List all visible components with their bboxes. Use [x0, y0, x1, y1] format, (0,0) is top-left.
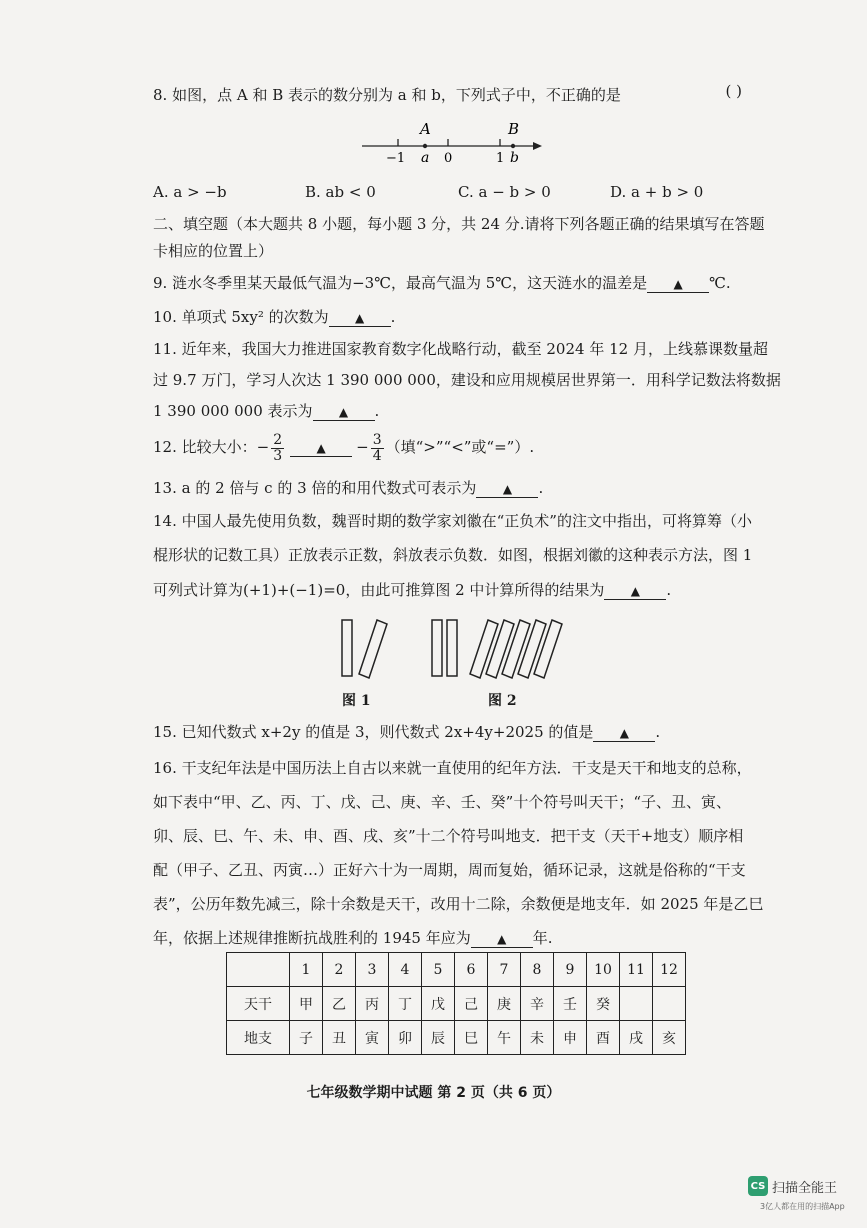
upright-rod [432, 620, 442, 676]
q15-text: 15. 已知代数式 x+2y 的值是 3，则代数式 2x+4y+2025 的值是 [153, 723, 594, 741]
number-line-arrow [533, 142, 542, 150]
table-cell: 辰 [422, 1021, 455, 1055]
table-header-cell [227, 953, 290, 987]
q12-hint: （填“>”“<”或“=”）. [385, 438, 535, 456]
q13-text: 13. a 的 2 倍与 c 的 3 倍的和用代数式可表示为 [153, 479, 477, 497]
tick-label-b: b [510, 150, 519, 166]
triangle-icon: ▲ [338, 405, 349, 419]
q14-line1: 14. 中国人最先使用负数，魏晋时期的数学家刘徽在“正负术”的注文中指出，可将算筹（小 [153, 512, 752, 530]
counting-rods-figure-2 [426, 618, 576, 680]
scanner-watermark [748, 1176, 845, 1211]
ganzhi-table [226, 952, 686, 1055]
table-cell: 寅 [356, 1021, 389, 1055]
table-cell: 癸 [587, 987, 620, 1021]
upright-rod [447, 620, 457, 676]
watermark-subtitle: 3亿人都在用的扫描App [760, 1202, 845, 1211]
table-row-label: 天干 [227, 987, 290, 1021]
table-cell: 巳 [455, 1021, 488, 1055]
table-cell: 壬 [554, 987, 587, 1021]
tick-label-a: a [421, 150, 430, 166]
option-c: C. a − b > 0 [458, 183, 551, 201]
table-cell: 甲 [290, 987, 323, 1021]
q14-line3 [153, 579, 671, 601]
table-header-cell: 10 [587, 953, 620, 987]
table-cell: 酉 [587, 1021, 620, 1055]
table-cell: 未 [521, 1021, 554, 1055]
point-b-label: B [508, 120, 520, 138]
q14-end: . [666, 581, 672, 599]
figure-1-caption: 图 1 [342, 693, 371, 709]
upright-rod [342, 620, 352, 676]
section2-heading-line2: 卡相应的位置上） [153, 242, 274, 260]
numerator: 2 [273, 431, 283, 448]
table-header-cell: 6 [455, 953, 488, 987]
table-cell: 丙 [356, 987, 389, 1021]
q8-text: 8. 如图，点 A 和 B 表示的数分别为 a 和 b，下列式子中，不正确的是 [153, 86, 621, 104]
table-cell [620, 987, 653, 1021]
table-cell: 丁 [389, 987, 422, 1021]
table-cell: 乙 [323, 987, 356, 1021]
table-header-cell: 1 [290, 953, 323, 987]
triangle-icon: ▲ [502, 482, 513, 496]
numerator: 3 [372, 431, 382, 448]
q16-line6 [153, 927, 553, 949]
q11-line1: 11. 近年来，我国大力推进国家教育数字化战略行动，截至 2024 年 12 月，上线慕课数量超 [153, 340, 768, 358]
answer-blank [329, 310, 391, 327]
triangle-icon: ▲ [497, 932, 507, 946]
table-cell: 戌 [620, 1021, 653, 1055]
q10 [153, 306, 395, 328]
table-cell: 子 [290, 1021, 323, 1055]
fraction-3-4 [371, 433, 384, 464]
q15 [153, 721, 660, 743]
triangle-icon: ▲ [316, 441, 326, 455]
table-cell: 辛 [521, 987, 554, 1021]
answer-blank [647, 276, 709, 293]
table-header-cell: 9 [554, 953, 587, 987]
table-cell [653, 987, 686, 1021]
table-row-tiangan [227, 987, 686, 1021]
q11-end: . [374, 402, 380, 420]
table-header-cell: 11 [620, 953, 653, 987]
table-header-cell: 5 [422, 953, 455, 987]
slanted-rod [359, 620, 387, 678]
fraction-2-3 [271, 433, 284, 464]
q12-text: 12. 比较大小：− [153, 438, 270, 456]
minus-sign: − [356, 438, 369, 456]
q16-line3: 卯、辰、巳、午、未、申、酉、戌、亥”十二个符号叫地支．把干支（天干+地支）顺序相 [153, 827, 744, 845]
q9 [153, 272, 731, 294]
table-cell: 午 [488, 1021, 521, 1055]
denominator: 4 [372, 447, 382, 464]
q14-text: 可列式计算为(+1)+(−1)=0，由此可推算图 2 中计算所得的结果为 [153, 581, 605, 599]
table-header-cell: 4 [389, 953, 422, 987]
table-cell: 亥 [653, 1021, 686, 1055]
q11-line2: 过 9.7 万门，学习人次达 1 390 000 000，建设和应用规模居世界第一．用科学记数法将数据 [153, 371, 781, 389]
table-cell: 庚 [488, 987, 521, 1021]
triangle-icon: ▲ [630, 584, 641, 598]
q9-text: 9. 涟水冬季里某天最低气温为−3℃，最高气温为 5℃，这天涟水的温差是 [153, 274, 648, 292]
answer-blank [604, 583, 666, 600]
page-footer: 七年级数学期中试题 第 2 页（共 6 页） [306, 1085, 561, 1101]
option-a: A. a > −b [153, 183, 227, 201]
q16-line4: 配（甲子、乙丑、丙寅…）正好六十为一周期，周而复始，循环记录，这就是俗称的“干支 [153, 861, 746, 879]
q14-line2: 棍形状的记数工具）正放表示正数，斜放表示负数．如图，根据刘徽的这种表示方法，图 1 [153, 546, 753, 564]
figure-2-caption: 图 2 [488, 693, 517, 709]
point-b-dot [511, 144, 515, 148]
tick-label-zero: 0 [444, 151, 453, 166]
section2-heading-line1: 二、填空题（本大题共 8 小题，每小题 3 分，共 24 分.请将下列各题正确的结果填写在答题 [153, 215, 765, 233]
table-header-cell: 7 [488, 953, 521, 987]
q16-line1: 16. 干支纪年法是中国历法上自古以来就一直使用的纪年方法．干支是天干和地支的总称， [153, 759, 752, 777]
tick-label-minus1: −1 [386, 151, 406, 166]
table-cell: 丑 [323, 1021, 356, 1055]
counting-rods-figure-1 [335, 618, 395, 680]
q13-end: . [538, 479, 544, 497]
number-line-figure [350, 115, 550, 170]
tick-label-one: 1 [496, 151, 505, 166]
table-header-cell: 3 [356, 953, 389, 987]
table-cell: 卯 [389, 1021, 422, 1055]
q16-text: 年，依据上述规律推断抗战胜利的 1945 年应为 [153, 929, 471, 947]
camscanner-logo-icon: CS [748, 1176, 768, 1196]
q16-end: 年. [532, 929, 553, 947]
answer-blank [593, 725, 655, 742]
table-header-cell: 12 [653, 953, 686, 987]
q11-text: 1 390 000 000 表示为 [153, 402, 313, 420]
q8-answer-bracket: ( ) [725, 82, 742, 100]
table-header-cell: 8 [521, 953, 554, 987]
table-row-dizhi [227, 1021, 686, 1055]
answer-blank [471, 931, 533, 948]
q16-line5: 表”，公历年数先减三，除十余数是天干，改用十二除，余数便是地支年．如 2025 年是乙巳 [153, 895, 764, 913]
table-row-label: 地支 [227, 1021, 290, 1055]
q10-end: . [390, 308, 396, 326]
q9-unit: ℃. [709, 274, 731, 292]
q13 [153, 477, 543, 499]
answer-blank [313, 404, 375, 421]
denominator: 3 [273, 447, 283, 464]
q15-end: . [655, 723, 661, 741]
answer-blank [290, 440, 352, 457]
table-cell: 己 [455, 987, 488, 1021]
option-b: B. ab < 0 [305, 183, 376, 201]
table-header-cell: 2 [323, 953, 356, 987]
table-cell: 戊 [422, 987, 455, 1021]
option-d: D. a + b > 0 [610, 183, 704, 201]
q16-line2: 如下表中“甲、乙、丙、丁、戊、己、庚、辛、壬、癸”十个符号叫天干；“子、丑、寅、 [153, 793, 732, 811]
triangle-icon: ▲ [673, 277, 683, 291]
q10-text: 10. 单项式 5xy² 的次数为 [153, 308, 329, 326]
table-header-row [227, 953, 686, 987]
answer-blank [476, 481, 538, 498]
watermark-title: 扫描全能王 [772, 1180, 838, 1196]
triangle-icon: ▲ [619, 726, 629, 740]
triangle-icon: ▲ [355, 311, 365, 325]
q12 [153, 430, 534, 464]
q11-line3 [153, 400, 379, 422]
point-a-dot [423, 144, 427, 148]
table-cell: 申 [554, 1021, 587, 1055]
point-a-label: A [420, 120, 431, 138]
